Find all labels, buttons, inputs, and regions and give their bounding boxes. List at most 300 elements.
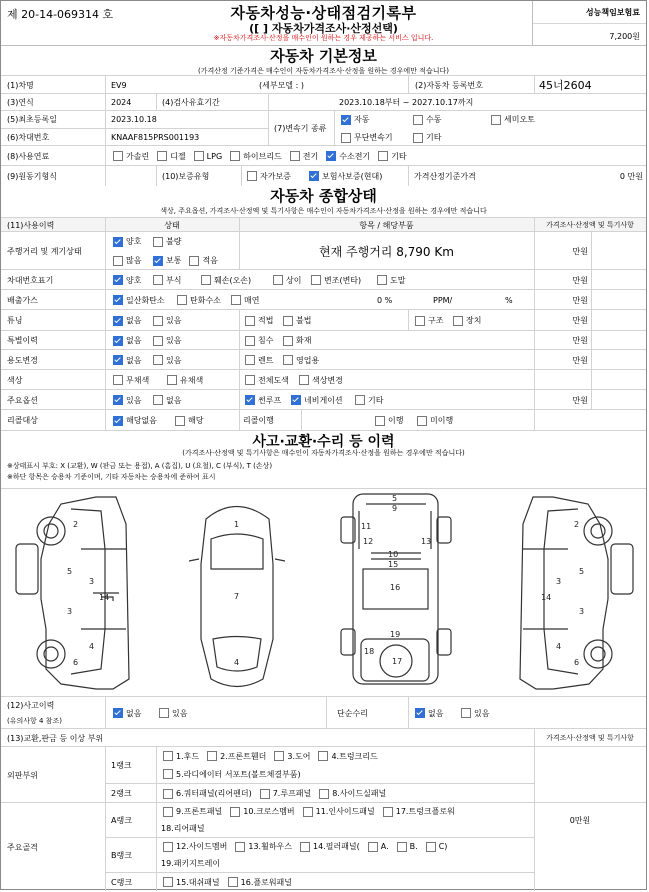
overall-section-heading bbox=[1, 185, 646, 216]
option-2-label: 썬루프 bbox=[258, 395, 282, 405]
rankA-3-checkbox[interactable] bbox=[383, 807, 393, 817]
vinmark-2-checkbox[interactable] bbox=[201, 275, 211, 285]
main-frame-label: 주요골격 bbox=[7, 842, 38, 852]
trans-1-label: 수동 bbox=[426, 115, 442, 124]
fuel-5-checkbox[interactable] bbox=[326, 151, 336, 161]
color-0-checkbox[interactable] bbox=[113, 375, 123, 385]
trans-1-checkbox[interactable] bbox=[413, 115, 423, 125]
document-title: 자동차성능·상태점검기록부 bbox=[230, 4, 417, 22]
color-2-checkbox[interactable] bbox=[245, 375, 255, 385]
fuel-4-checkbox[interactable] bbox=[290, 151, 300, 161]
rankC-label: C랭크 bbox=[111, 877, 133, 887]
trans-2-checkbox[interactable] bbox=[491, 115, 501, 125]
motor-label: (9)원동기형식 bbox=[7, 171, 57, 181]
right-num-6: 6 bbox=[574, 658, 580, 667]
rank1-3-label: 4.트렁크리드 bbox=[331, 751, 378, 761]
rankA-items bbox=[157, 803, 532, 820]
rankA-0-label: 9.프론트패널 bbox=[176, 807, 223, 816]
document-note: ※자동차가격조사·산정을 매수인이 원하는 경우 제공하는 서비스 입니다. bbox=[213, 34, 434, 42]
vinmark-5-label: 도말 bbox=[390, 275, 406, 285]
row-emission bbox=[1, 289, 646, 310]
accident-1-label: 있음 bbox=[172, 708, 188, 718]
rankB-1-label: 13.휠하우스 bbox=[248, 842, 293, 851]
rankB-3-checkbox[interactable] bbox=[368, 842, 378, 852]
rank1-1-checkbox[interactable] bbox=[207, 751, 217, 761]
rank1-4-checkbox[interactable] bbox=[163, 769, 173, 779]
right-num-4: 14 bbox=[541, 593, 552, 602]
usage-3-label: 영업용 bbox=[296, 355, 320, 365]
frame-num-0: 5 bbox=[392, 494, 398, 503]
color-label: 색상 bbox=[7, 375, 23, 385]
overall-subtitle: 색상, 주요옵션, 가격조사·산정액 및 특기사항은 매수인이 자동차가격조사·산정을 원하는 경우에만 적습니다 bbox=[160, 207, 487, 215]
emission-pct1: 0 % bbox=[377, 295, 393, 305]
main-frame-block bbox=[1, 802, 646, 891]
col-price: 가격조사·산정액 및 특기사항 bbox=[546, 221, 634, 229]
col-item: (11)사용이력 bbox=[7, 220, 55, 230]
simple-1-checkbox[interactable] bbox=[461, 708, 471, 718]
recall-4-label: 미이행 bbox=[430, 416, 454, 425]
emission-0-label: 일산화탄소 bbox=[126, 295, 165, 305]
frame-price-value: 0만원 bbox=[569, 815, 591, 825]
rank2-1-label: 7.루프패널 bbox=[272, 789, 312, 798]
fuel-0-label: 가솔린 bbox=[126, 151, 150, 161]
row-year bbox=[1, 93, 646, 111]
rankB-2-checkbox[interactable] bbox=[300, 842, 310, 852]
rankB-5-label: C) bbox=[438, 842, 448, 851]
mileage-2-checkbox[interactable] bbox=[113, 256, 123, 266]
fee-label: 성능책임보험료 bbox=[585, 8, 640, 17]
option-label: 주요옵션 bbox=[7, 395, 38, 405]
vinmark-0-checkbox[interactable] bbox=[113, 275, 123, 285]
fee-box bbox=[532, 1, 646, 45]
simple-0-label: 없음 bbox=[428, 708, 444, 718]
row-options bbox=[1, 389, 646, 410]
usage-2-label: 렌트 bbox=[258, 355, 274, 365]
fuel-4-label: 전기 bbox=[302, 151, 319, 161]
recall-1-label: 해당 bbox=[188, 416, 204, 425]
rankA-extra: 18.리어패널 bbox=[161, 824, 205, 833]
mileage-price: 만원 bbox=[572, 246, 588, 256]
tuning-options-b bbox=[239, 310, 359, 331]
emission-ppm: PPM/ bbox=[433, 295, 453, 305]
simple-repair-label: 단순수리 bbox=[337, 708, 368, 718]
top-num-2: 4 bbox=[234, 658, 240, 667]
fuel-label: (8)사용연료 bbox=[7, 151, 50, 161]
recall-label: 리콜대상 bbox=[7, 416, 38, 425]
special-label: 특별이력 bbox=[7, 336, 38, 345]
vin-label: (6)차대번호 bbox=[7, 133, 50, 142]
tuning-5-checkbox[interactable] bbox=[453, 316, 463, 326]
tuning-1-checkbox[interactable] bbox=[153, 316, 163, 326]
tuning-4-checkbox[interactable] bbox=[415, 316, 425, 326]
special-price: 만원 bbox=[572, 336, 588, 345]
vinmark-3-checkbox[interactable] bbox=[273, 275, 283, 285]
rank2-1-checkbox[interactable] bbox=[260, 789, 270, 799]
option-options-a bbox=[107, 390, 237, 410]
vinmark-1-label: 부식 bbox=[166, 275, 182, 285]
recall-3-label: 이행 bbox=[388, 416, 404, 425]
usage-options-b bbox=[239, 350, 389, 370]
emission-2-checkbox[interactable] bbox=[231, 295, 241, 305]
document-header bbox=[1, 1, 646, 46]
rankB-5-checkbox[interactable] bbox=[426, 842, 436, 852]
usage-price: 만원 bbox=[572, 355, 588, 365]
frame-num-7: 18 bbox=[364, 647, 375, 656]
rankB-1-checkbox[interactable] bbox=[235, 842, 245, 852]
car-diagram bbox=[1, 488, 646, 697]
first-reg-value: 2023.10.18 bbox=[111, 115, 157, 124]
rank2-0-checkbox[interactable] bbox=[163, 789, 173, 799]
rank2-2-label: 8.사이드실패널 bbox=[332, 789, 387, 798]
usage-3-checkbox[interactable] bbox=[283, 355, 293, 365]
frame-num-10: 13 bbox=[421, 537, 432, 546]
accident-subtitle: (가격조사·산정액 및 특기사항은 매수인이 자동차가격조사·산정을 원하는 경우에만 적습니다) bbox=[182, 449, 465, 457]
mileage-0-checkbox[interactable] bbox=[113, 237, 123, 247]
transmission-options-row1 bbox=[335, 111, 635, 128]
simple-1-label: 있음 bbox=[474, 708, 490, 718]
left-num-5: 14 bbox=[99, 593, 110, 602]
right-num-5: 4 bbox=[556, 642, 562, 651]
rankA-2-checkbox[interactable] bbox=[303, 807, 313, 817]
usage-2-checkbox[interactable] bbox=[245, 355, 255, 365]
frame-num-3: 10 bbox=[388, 550, 399, 559]
rankC-0-checkbox[interactable] bbox=[163, 877, 173, 887]
model-label: (1)차명 bbox=[7, 80, 34, 90]
mileage-options-1 bbox=[107, 232, 237, 251]
reg-no-value: 45너2604 bbox=[539, 79, 592, 92]
mileage-text: 현재 주행거리 8,790 Km bbox=[319, 244, 454, 259]
rank2-label: 2랭크 bbox=[111, 789, 132, 798]
usage-options-a bbox=[107, 350, 237, 370]
special-0-label: 없음 bbox=[126, 336, 142, 345]
outer-label: 외판부위 bbox=[7, 770, 38, 780]
rank1-0-checkbox[interactable] bbox=[163, 751, 173, 761]
fuel-0-checkbox[interactable] bbox=[113, 151, 123, 161]
special-1-checkbox[interactable] bbox=[153, 336, 163, 346]
emission-label: 배출가스 bbox=[7, 295, 38, 305]
fuel-6-label: 기타 bbox=[391, 151, 407, 161]
rankA-0-checkbox[interactable] bbox=[163, 807, 173, 817]
valid-value: 2023.10.18부터 ~ 2027.10.17까지 bbox=[339, 98, 474, 107]
trans-0-checkbox[interactable] bbox=[341, 115, 351, 125]
recall-3-checkbox[interactable] bbox=[375, 416, 385, 426]
vin-mark-label: 차대번호표기 bbox=[7, 275, 54, 285]
rank1-0-label: 1.후드 bbox=[176, 751, 200, 761]
color-2-label: 전체도색 bbox=[258, 375, 289, 385]
transmission-label: (7)변속기 종류 bbox=[274, 124, 327, 133]
warranty-0-label: 자가보증 bbox=[260, 171, 291, 181]
left-num-1: 5 bbox=[67, 567, 73, 576]
rankB-4-label: B. bbox=[409, 842, 418, 851]
color-1-checkbox[interactable] bbox=[167, 375, 177, 385]
row-fuel bbox=[1, 145, 646, 166]
option-2-checkbox[interactable] bbox=[245, 395, 255, 405]
fuel-1-checkbox[interactable] bbox=[157, 151, 167, 161]
year-value: 2024 bbox=[111, 98, 132, 107]
row-accident-history bbox=[1, 696, 646, 729]
accident-history-note: (유의사항 4 참조) bbox=[7, 717, 62, 725]
rank1-label: 1랭크 bbox=[111, 760, 132, 770]
emission-0-checkbox[interactable] bbox=[113, 295, 123, 305]
mileage-0-label: 양호 bbox=[126, 237, 142, 246]
first-reg-label: (5)최초등록일 bbox=[7, 115, 57, 124]
accident-history-label: (12)사고이력 bbox=[7, 700, 55, 710]
vinmark-3-label: 상이 bbox=[286, 275, 302, 285]
detail-model: (세부모델 : ) bbox=[259, 80, 304, 90]
option-3-checkbox[interactable] bbox=[291, 395, 301, 405]
accident-legend2: ※하단 항목은 승용차 기준이며, 기타 자동차는 승용차에 준하여 표시 bbox=[7, 473, 216, 481]
warranty-label: (10)보증유형 bbox=[162, 171, 210, 181]
overall-title: 자동차 종합상태 bbox=[270, 187, 377, 205]
right-num-2: 3 bbox=[556, 577, 562, 586]
mileage-3-checkbox[interactable] bbox=[153, 256, 163, 266]
fuel-3-checkbox[interactable] bbox=[230, 151, 240, 161]
fuel-options bbox=[107, 146, 637, 166]
simple-repair-options bbox=[409, 697, 559, 729]
fuel-5-label: 수소전기 bbox=[339, 151, 371, 161]
year-label: (3)연식 bbox=[7, 98, 34, 107]
fuel-6-checkbox[interactable] bbox=[378, 151, 388, 161]
rank1-3-checkbox[interactable] bbox=[318, 751, 328, 761]
trans-3-label: 무단변속기 bbox=[354, 133, 393, 142]
row-vin-mark bbox=[1, 269, 646, 290]
recall-1-checkbox[interactable] bbox=[175, 416, 185, 426]
recall-4-checkbox[interactable] bbox=[417, 416, 427, 426]
trans-4-checkbox[interactable] bbox=[413, 133, 423, 143]
rankB-label: B랭크 bbox=[111, 850, 132, 860]
usage-1-checkbox[interactable] bbox=[153, 355, 163, 365]
vinmark-5-checkbox[interactable] bbox=[377, 275, 387, 285]
rankB-items bbox=[157, 838, 532, 855]
tuning-1-label: 있음 bbox=[166, 316, 182, 325]
fuel-1-label: 디젤 bbox=[170, 151, 186, 161]
accident-heading-block bbox=[1, 430, 646, 489]
frame-num-1: 9 bbox=[392, 504, 398, 513]
mileage-options-2 bbox=[107, 251, 237, 270]
option-4-label: 기타 bbox=[368, 395, 384, 405]
row-tuning bbox=[1, 309, 646, 331]
rankB-0-checkbox[interactable] bbox=[163, 842, 173, 852]
frame-num-9: 12 bbox=[363, 537, 374, 546]
rank1-2-checkbox[interactable] bbox=[274, 751, 284, 761]
rank1-2-label: 3.도어 bbox=[287, 751, 311, 761]
special-options-a bbox=[107, 331, 237, 350]
simple-0-checkbox[interactable] bbox=[415, 708, 425, 718]
rankB-4-checkbox[interactable] bbox=[397, 842, 407, 852]
rankA-label: A랭크 bbox=[111, 815, 132, 825]
tuning-2-checkbox[interactable] bbox=[245, 316, 255, 326]
special-3-label: 화재 bbox=[296, 336, 312, 345]
usage-1-label: 있음 bbox=[166, 355, 182, 365]
special-1-label: 있음 bbox=[166, 336, 182, 345]
tuning-0-label: 없음 bbox=[126, 316, 142, 325]
special-options-b bbox=[239, 331, 389, 350]
frame-num-4: 15 bbox=[388, 560, 399, 569]
warranty-0-checkbox[interactable] bbox=[247, 171, 257, 181]
vinmark-4-checkbox[interactable] bbox=[311, 275, 321, 285]
tuning-3-label: 불법 bbox=[296, 316, 312, 325]
rankA-1-checkbox[interactable] bbox=[230, 807, 240, 817]
color-0-label: 무채색 bbox=[126, 375, 150, 385]
rankC-items bbox=[157, 873, 532, 891]
tuning-price: 만원 bbox=[572, 316, 588, 325]
rank1-4-label: 5.라디에이터 서포트(볼트체결부품) bbox=[176, 769, 301, 779]
emission-options bbox=[107, 290, 307, 310]
special-3-checkbox[interactable] bbox=[283, 336, 293, 346]
special-2-checkbox[interactable] bbox=[245, 336, 255, 346]
fuel-3-label: 하이브리드 bbox=[243, 151, 282, 161]
basic-title: 자동차 기본정보 bbox=[270, 47, 377, 65]
document-number: 제 20-14-069314 호 bbox=[7, 8, 114, 21]
exchange-label: (13)교환,판금 등 이상 부위 bbox=[7, 733, 104, 743]
rank2-2-checkbox[interactable] bbox=[319, 789, 329, 799]
vinmark-0-label: 양호 bbox=[126, 275, 142, 285]
frame-num-2: 11 bbox=[361, 522, 372, 531]
vinmark-1-checkbox[interactable] bbox=[153, 275, 163, 285]
usage-label: 용도변경 bbox=[7, 355, 38, 365]
vin-mark-options bbox=[107, 270, 532, 290]
rankB-2-label: 14.필러패널( bbox=[313, 842, 360, 851]
usage-0-label: 없음 bbox=[126, 355, 142, 365]
rank2-0-label: 6.쿼터패널(리어펜더) bbox=[176, 789, 252, 798]
model-value: EV9 bbox=[111, 80, 127, 90]
trans-2-label: 세미오토 bbox=[504, 115, 535, 124]
tuning-label: 튜닝 bbox=[7, 316, 23, 325]
right-num-3: 3 bbox=[579, 607, 585, 616]
mileage-3-label: 보통 bbox=[166, 256, 182, 265]
tuning-options-c bbox=[409, 310, 529, 331]
color-3-checkbox[interactable] bbox=[299, 375, 309, 385]
option-4-checkbox[interactable] bbox=[355, 395, 365, 405]
top-num-1: 7 bbox=[234, 592, 240, 601]
rank1-1-label: 2.프론트휀더 bbox=[220, 751, 267, 761]
option-price: 만원 bbox=[572, 395, 588, 405]
emission-1-checkbox[interactable] bbox=[177, 295, 187, 305]
special-2-label: 침수 bbox=[258, 336, 274, 345]
frame-num-5: 16 bbox=[390, 583, 401, 592]
recall-0-label: 해당없음 bbox=[126, 416, 157, 425]
option-0-checkbox[interactable] bbox=[113, 395, 123, 405]
option-1-label: 없음 bbox=[166, 395, 182, 405]
reg-no-label: (2)자동차 등록번호 bbox=[415, 80, 483, 90]
fee-value: 7,200원 bbox=[609, 32, 640, 41]
accident-1-checkbox[interactable] bbox=[159, 708, 169, 718]
usage-0-checkbox[interactable] bbox=[113, 355, 123, 365]
mileage-2-label: 많음 bbox=[126, 256, 142, 265]
row-motor bbox=[1, 165, 646, 186]
car-diagram-svg bbox=[1, 489, 648, 697]
option-0-label: 있음 bbox=[126, 395, 142, 405]
exchange-price-col: 가격조사·산정액 및 특기사항 bbox=[546, 734, 634, 742]
warranty-1-label: 보험사보증(현대) bbox=[322, 171, 383, 181]
rankA-3-label: 17.트렁크플로워 bbox=[395, 807, 455, 816]
row-special bbox=[1, 330, 646, 350]
rankA-1-label: 10.크로스멤버 bbox=[243, 807, 295, 816]
tuning-5-label: 장치 bbox=[466, 316, 482, 325]
mileage-1-label: 불량 bbox=[166, 237, 182, 246]
trans-3-checkbox[interactable] bbox=[341, 133, 351, 143]
left-num-0: 2 bbox=[73, 520, 79, 529]
tuning-2-label: 적법 bbox=[258, 316, 274, 325]
color-1-label: 유채색 bbox=[180, 375, 204, 385]
trans-0-label: 자동 bbox=[354, 115, 370, 124]
mileage-1-checkbox[interactable] bbox=[153, 237, 163, 247]
rankB-extra: 19.패키지트레이 bbox=[161, 859, 221, 868]
left-num-3: 3 bbox=[67, 607, 73, 616]
row-usage bbox=[1, 349, 646, 370]
rankC-0-label: 15.대쉬패널 bbox=[176, 877, 220, 887]
vin-mark-price: 만원 bbox=[572, 275, 588, 285]
valid-label: (4)검사유효기간 bbox=[162, 98, 220, 107]
option-options-b bbox=[239, 390, 439, 410]
vin-value: KNAAF815PRS001193 bbox=[111, 133, 200, 142]
mileage-label: 주행거리 및 계기상태 bbox=[7, 246, 82, 256]
row-firstreg bbox=[1, 110, 646, 146]
accident-title: 사고·교환·수리 등 이력 bbox=[252, 434, 395, 450]
rank1-items-b bbox=[157, 765, 532, 783]
document-subtitle: ([ ] 자동차가격조사·산정선택) bbox=[249, 22, 398, 35]
warranty-1-checkbox[interactable] bbox=[309, 171, 319, 181]
option-3-label: 네비게이션 bbox=[304, 395, 343, 405]
emission-price: 만원 bbox=[572, 295, 588, 305]
transmission-options-row2 bbox=[335, 129, 635, 146]
right-num-0: 2 bbox=[574, 520, 580, 529]
vinmark-4-label: 변조(변타) bbox=[324, 275, 362, 285]
tuning-4-label: 구조 bbox=[428, 316, 444, 325]
rankC-1-checkbox[interactable] bbox=[228, 877, 238, 887]
row-recall bbox=[1, 409, 646, 431]
col-detail: 항목 / 해당부품 bbox=[359, 220, 414, 230]
mileage-4-checkbox[interactable] bbox=[189, 256, 199, 266]
row-color bbox=[1, 369, 646, 390]
left-num-2: 3 bbox=[89, 577, 95, 586]
warranty-options bbox=[241, 166, 411, 186]
special-0-checkbox[interactable] bbox=[113, 336, 123, 346]
top-num-0: 1 bbox=[234, 520, 240, 529]
accident-0-checkbox[interactable] bbox=[113, 708, 123, 718]
price-value: 0 만원 bbox=[619, 171, 643, 181]
emission-pct2: % bbox=[505, 295, 513, 305]
col-state: 상태 bbox=[164, 220, 180, 230]
color-options-a bbox=[107, 370, 237, 390]
basic-subtitle: (가격산정 기준가격은 매수인이 자동차가격조사·산정을 원하는 경우에만 적습니다) bbox=[198, 67, 449, 75]
basic-section-heading bbox=[1, 45, 646, 76]
price-label: 가격산정기준가격 bbox=[414, 171, 476, 181]
rank1-items-a bbox=[157, 747, 532, 765]
fuel-2-checkbox[interactable] bbox=[194, 151, 204, 161]
tuning-options-a bbox=[107, 310, 237, 331]
tuning-0-checkbox[interactable] bbox=[113, 316, 123, 326]
color-3-label: 색상변경 bbox=[312, 375, 343, 385]
rankC-1-label: 16.플로워패널 bbox=[240, 877, 293, 887]
accident-0-label: 없음 bbox=[126, 708, 142, 718]
rankB-0-label: 12.사이드멤버 bbox=[176, 842, 228, 851]
left-num-6: 6 bbox=[73, 658, 79, 667]
emission-2-label: 매연 bbox=[244, 295, 260, 305]
recall-options-b bbox=[369, 410, 489, 431]
option-1-checkbox[interactable] bbox=[153, 395, 163, 405]
fuel-2-label: LPG bbox=[206, 151, 223, 161]
trans-4-label: 기타 bbox=[426, 133, 442, 142]
tuning-3-checkbox[interactable] bbox=[283, 316, 293, 326]
mileage-4-label: 적음 bbox=[202, 256, 218, 265]
recall-done-label: 리콜이행 bbox=[243, 416, 274, 425]
vinmark-2-label: 훼손(오손) bbox=[214, 275, 252, 285]
left-num-4: 4 bbox=[89, 642, 95, 651]
outer-panel-block bbox=[1, 746, 646, 803]
row-exchange-header bbox=[1, 728, 646, 747]
recall-0-checkbox[interactable] bbox=[113, 416, 123, 426]
